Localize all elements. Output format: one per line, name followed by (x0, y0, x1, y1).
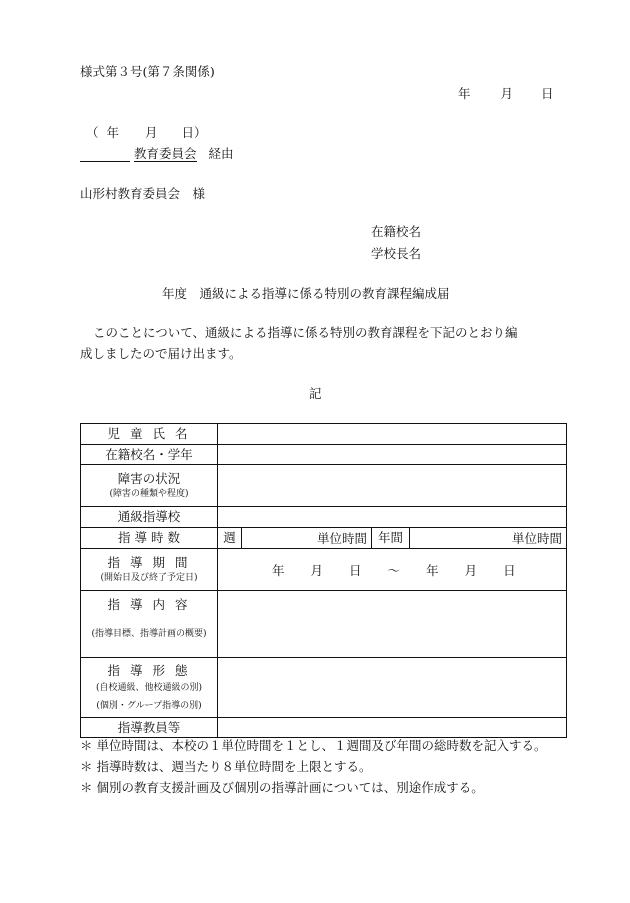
curriculum-table (80, 423, 567, 738)
period-label (81, 549, 218, 591)
annual-unit-label: 単位時間 (511, 531, 562, 546)
body-text-line-1: このことについて、通級による指導に係る特別の教育課程を下記のとおり編 (93, 325, 518, 340)
hours-label: 指 導 時 数 (81, 528, 218, 549)
tsukyu-school-field[interactable] (218, 507, 567, 528)
school-grade-field[interactable] (218, 445, 567, 465)
period-field[interactable] (218, 549, 567, 591)
form-field[interactable] (218, 658, 567, 718)
body-text-line-2: 成しましたので届け出ます。 (80, 346, 242, 361)
document-title: 年度 通級による指導に係る特別の教育課程編成届 (162, 286, 450, 301)
year-label: 年間 (372, 528, 410, 549)
disability-title: 障害の状況 (117, 470, 181, 486)
date-month: 月 (500, 86, 514, 101)
disability-field[interactable] (218, 465, 567, 507)
teachers-label: 指導教員等 (81, 718, 218, 738)
form-sub-2: (個別・グループ指導の別) (96, 700, 202, 711)
ki-heading: 記 (309, 386, 322, 401)
period-sub: (開始日及び終了予定日) (100, 572, 198, 583)
note-2: ＊ 指導時数は、週当たり８単位時間を上限とする。 (80, 759, 372, 774)
prior-date (86, 125, 207, 141)
sender-principal: 学校長名 (371, 246, 422, 261)
row-school-grade (81, 445, 567, 465)
period-start-day: 日 (349, 562, 362, 578)
disability-sub: (障害の種類や程度) (109, 488, 189, 499)
content-title: 指 導 内 容 (107, 597, 191, 612)
week-label: 週 (218, 528, 242, 549)
via-line (80, 146, 234, 162)
row-hours (81, 528, 567, 549)
period-start-year: 年 (272, 562, 285, 578)
note-3: ＊ 個別の教育支援計画及び個別の指導計画については、別途作成する。 (80, 780, 484, 795)
period-end-day: 日 (503, 562, 516, 578)
form-label (81, 658, 218, 718)
weekly-unit-label: 単位時間 (316, 531, 367, 546)
content-field[interactable] (218, 591, 567, 658)
date-year: 年 (458, 86, 471, 101)
row-period (81, 549, 567, 591)
board-blank (80, 149, 130, 162)
addressee: 山形村教育委員会 様 (80, 186, 206, 201)
row-teachers (81, 718, 567, 738)
form-number: 様式第３号(第７条関係) (80, 64, 215, 79)
prior-day: 日） (181, 125, 207, 140)
student-name-field[interactable] (218, 424, 567, 445)
row-content (81, 591, 567, 658)
weekly-hours-field[interactable] (242, 528, 372, 549)
period-start-month: 月 (310, 562, 324, 578)
via-board: 教育委員会 (134, 146, 197, 161)
paren-open: （ (86, 125, 99, 140)
sender-school: 在籍校名 (371, 224, 422, 239)
row-form (81, 658, 567, 718)
period-tilde: ～ (387, 562, 401, 578)
form-sub-1: (自校通級、他校通級の別) (95, 682, 203, 693)
period-end-year: 年 (426, 562, 439, 578)
note-1: ＊ 単位時間は、本校の１単位時間を１とし、１週間及び年間の総時数を記入する。 (80, 738, 547, 753)
submission-date (458, 86, 554, 102)
content-label (81, 591, 218, 658)
content-sub: (指導目標、指導計画の概要) (91, 629, 207, 639)
prior-month: 月 (145, 125, 158, 140)
school-grade-label: 在籍校名・学年 (81, 445, 218, 465)
tsukyu-school-label: 通級指導校 (81, 507, 218, 528)
row-tsukyu-school (81, 507, 567, 528)
period-end-month: 月 (464, 562, 478, 578)
annual-hours-field[interactable] (410, 528, 567, 549)
row-disability (81, 465, 567, 507)
row-student-name (81, 424, 567, 445)
date-day: 日 (541, 86, 554, 101)
disability-label (81, 465, 218, 507)
form-title: 指 導 形 態 (107, 662, 191, 678)
teachers-field[interactable] (218, 718, 567, 738)
via-label: 経由 (208, 146, 234, 161)
period-title: 指 導 期 間 (107, 554, 191, 570)
student-name-label: 児 童 氏 名 (81, 424, 218, 445)
prior-year: 年 (106, 125, 120, 140)
